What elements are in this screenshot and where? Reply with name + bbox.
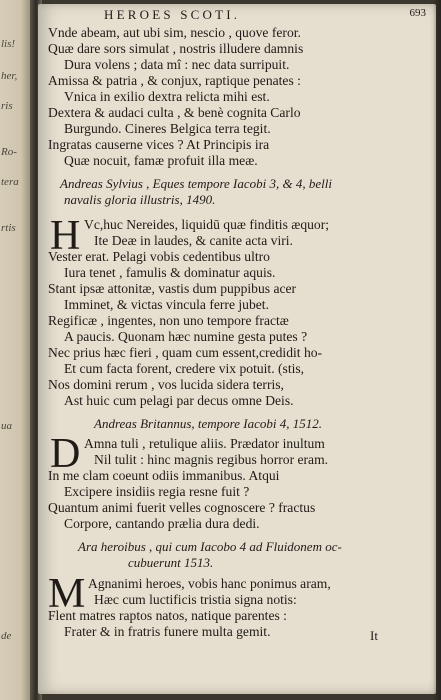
margin-fragment: tera [1, 176, 19, 188]
margin-fragment: her, [1, 70, 18, 82]
margin-fragment: ua [1, 420, 12, 432]
verse-line: Vnica in exilio dextra relicta mihi est. [64, 89, 270, 104]
verse-line: Burgundo. Cineres Belgica terra tegit. [64, 121, 271, 136]
page-header [38, 7, 436, 25]
margin-fragment: ris [1, 100, 13, 112]
verse-line: Nec prius hæc fieri , quam cum essent,credidit ho- [48, 345, 323, 360]
section-heading: cubuerunt 1513. [128, 555, 214, 570]
section-heading: Andreas Britannus, tempore Iacobi 4, 1512. [94, 416, 322, 431]
verse-line: Iura tenet , famulis & dominatur aquis. [64, 265, 276, 280]
margin-fragment: rtis [1, 222, 16, 234]
verse-line: Regificæ , ingentes, non uno tempore fractæ [48, 313, 289, 328]
drop-capital: H [50, 213, 81, 259]
verse-line: Vc,huc Nereides, liquidū quæ finditis æquor; [84, 217, 330, 232]
section-heading: navalis gloria illustris, 1490. [64, 192, 216, 207]
verse-line: Vnde abeam, aut ubi sim, nescio , quove feror. [48, 25, 301, 40]
page-number: 693 [409, 7, 426, 19]
drop-capital: M [48, 571, 86, 617]
verse-line: Amissa & patria , & conjux, raptique penates : [48, 73, 301, 88]
verse-line: Ingratas causerne vices ? At Principis ira [48, 137, 270, 152]
margin-fragment: Ro- [1, 146, 17, 158]
margin-fragment: lis! [1, 38, 16, 50]
verse-line: Nos domini rerum , vos lucida sidera terris, [48, 377, 284, 392]
running-title: HEROES SCOTI. [104, 7, 241, 22]
verse-line: Vester erat. Pelagi vobis cedentibus ultro [48, 249, 270, 264]
verse-line: Hæc cum luctificis tristia signa notis: [94, 592, 297, 607]
verse-line: Quantum animi fuerit velles cognoscere ? fractus [48, 500, 316, 515]
verse-line: Et cum facta forent, credere vix potuit. (stis, [64, 361, 305, 376]
catchword: It [370, 628, 378, 643]
facing-page-edge [0, 0, 30, 700]
section-heading: Ara heroibus , qui cum Iacobo 4 ad Fluidonem oc- [78, 539, 342, 554]
verse-line: In me clam coeunt odiis immanibus. Atqui [48, 468, 280, 483]
verse-line: Agnanimi heroes, vobis hanc ponimus aram, [88, 576, 331, 591]
verse-line: Imminet, & victas vincula ferre jubet. [64, 297, 269, 312]
verse-line: Nil tulit : hinc magnis regibus horror eram. [94, 452, 329, 467]
verse-line: Ast huic cum pelagi par decus omne Deis. [64, 393, 294, 408]
book-page [38, 4, 436, 694]
margin-fragment: de [1, 630, 12, 642]
verse-line: Excipere insidiis regia resne fuit ? [64, 484, 250, 499]
verse-line: Frater & in fratris funere multa gemit. [64, 624, 271, 639]
page-edge-shadow [433, 0, 441, 700]
verse-line: Flent matres raptos natos, natique parentes : [48, 608, 287, 623]
drop-capital: D [50, 431, 81, 477]
verse-line: Dura volens ; data mî : nec data surripuit. [64, 57, 290, 72]
verse-line: Stant ipsæ attonitæ, vastis dum puppibus acer [48, 281, 297, 296]
section-heading: Andreas Sylvius , Eques tempore Iacobi 3, & 4, belli [60, 176, 332, 191]
verse-line: A paucis. Quonam hæc numine gesta putes ? [64, 329, 308, 344]
verse-line: Ite Deæ in laudes, & canite acta viri. [94, 233, 293, 248]
verse-line: Quæ dare sors simulat , nostris illudere damnis [48, 41, 304, 56]
verse-line: Corpore, cantando prælia dura dedi. [64, 516, 260, 531]
verse-line: Dextera & audaci culta , & benè cognita Carlo [48, 105, 301, 120]
verse-line: Amna tuli , retulique aliis. Prædator inultum [84, 436, 325, 451]
verse-line: Quæ nocuit, famæ profuit illa meæ. [64, 153, 258, 168]
